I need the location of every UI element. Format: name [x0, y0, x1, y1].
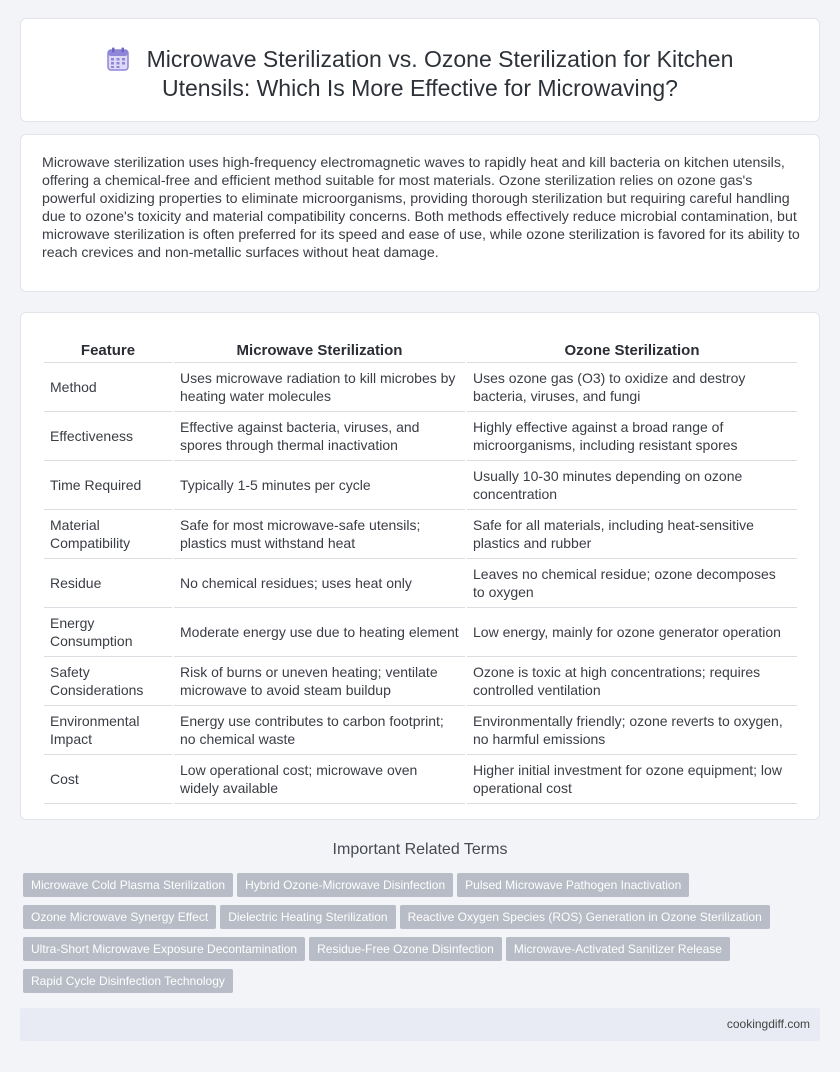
- intro-paragraph: Microwave sterilization uses high-frequency electromagnetic waves to rapidly heat and kill bacteria on kitchen utensils, offering a chemical-free and efficient method suitable for most materials. Ozone sterilization relies on ozone gas's powerful oxidizing properties to eliminate microorganisms, providing thorough sterilization but requiring careful handling due to ozone's toxicity and material compatibility concerns. Both methods effectively reduce microbial contamination, but microwave sterilization is often preferred for its speed and ease of use, while ozone sterilization is favored for its ability to reach crevices and non-metallic surfaces without heat damage.: [42, 155, 800, 261]
- footer-site-link[interactable]: cookingdiff.com: [726, 1017, 810, 1031]
- related-term-tag[interactable]: Microwave Cold Plasma Sterilization: [23, 873, 233, 897]
- related-terms-title: Important Related Terms: [332, 841, 508, 858]
- title-line-2: Utensils: Which Is More Effective for Microwaving?: [162, 75, 678, 101]
- related-term-tag[interactable]: Dielectric Heating Sterilization: [220, 905, 395, 929]
- ozone-cell: Safe for all materials, including heat-sensitive plastics and rubber: [467, 510, 797, 559]
- related-term-tag[interactable]: Hybrid Ozone-Microwave Disinfection: [237, 873, 453, 897]
- microwave-cell: No chemical residues; uses heat only: [174, 559, 465, 608]
- header-feature: Feature: [44, 333, 172, 363]
- related-term-tag[interactable]: Pulsed Microwave Pathogen Inactivation: [457, 873, 689, 897]
- feature-cell: Residue: [44, 559, 172, 608]
- table-row: [44, 461, 797, 510]
- microwave-cell: Low operational cost; microwave oven widely available: [174, 755, 465, 804]
- table-row: [44, 510, 797, 559]
- footer: [20, 1008, 820, 1041]
- microwave-cell: Risk of burns or uneven heating; ventilate microwave to avoid steam buildup: [174, 657, 465, 706]
- microwave-cell: Safe for most microwave-safe utensils; plastics must withstand heat: [174, 510, 465, 559]
- feature-cell: Effectiveness: [44, 412, 172, 461]
- related-term-tag[interactable]: Ultra-Short Microwave Exposure Decontamination: [23, 937, 305, 961]
- calendar-icon: [107, 47, 129, 71]
- ozone-cell: Uses ozone gas (O3) to oxidize and destroy bacteria, viruses, and fungi: [467, 363, 797, 412]
- ozone-cell: Low energy, mainly for ozone generator operation: [467, 608, 797, 657]
- related-terms-list: [23, 873, 783, 1001]
- intro-card: [20, 134, 820, 292]
- microwave-cell: Uses microwave radiation to kill microbes by heating water molecules: [174, 363, 465, 412]
- feature-cell: Time Required: [44, 461, 172, 510]
- related-term-tag[interactable]: Microwave-Activated Sanitizer Release: [506, 937, 730, 961]
- header-microwave: Microwave Sterilization: [174, 333, 465, 363]
- ozone-cell: Environmentally friendly; ozone reverts to oxygen, no harmful emissions: [467, 706, 797, 755]
- microwave-cell: Moderate energy use due to heating element: [174, 608, 465, 657]
- microwave-cell: Energy use contributes to carbon footprint; no chemical waste: [174, 706, 465, 755]
- header-ozone: Ozone Sterilization: [467, 333, 797, 363]
- feature-cell: Energy Consumption: [44, 608, 172, 657]
- microwave-cell: Effective against bacteria, viruses, and spores through thermal inactivation: [174, 412, 465, 461]
- table-row: [44, 363, 797, 412]
- ozone-cell: Highly effective against a broad range of microorganisms, including resistant spores: [467, 412, 797, 461]
- page-title: [21, 45, 819, 103]
- related-term-tag[interactable]: Rapid Cycle Disinfection Technology: [23, 969, 233, 993]
- title-line-1: Microwave Sterilization vs. Ozone Sterilization for Kitchen: [146, 46, 734, 72]
- table-row: [44, 657, 797, 706]
- table-row: [44, 608, 797, 657]
- table-header-row: [44, 333, 797, 363]
- microwave-cell: Typically 1-5 minutes per cycle: [174, 461, 465, 510]
- table-row: [44, 559, 797, 608]
- table-row: [44, 755, 797, 804]
- feature-cell: Safety Considerations: [44, 657, 172, 706]
- ozone-cell: Higher initial investment for ozone equipment; low operational cost: [467, 755, 797, 804]
- ozone-cell: Leaves no chemical residue; ozone decomposes to oxygen: [467, 559, 797, 608]
- related-term-tag[interactable]: Residue-Free Ozone Disinfection: [309, 937, 502, 961]
- ozone-cell: Ozone is toxic at high concentrations; requires controlled ventilation: [467, 657, 797, 706]
- related-term-tag[interactable]: Ozone Microwave Synergy Effect: [23, 905, 216, 929]
- feature-cell: Environmental Impact: [44, 706, 172, 755]
- header-card: [20, 18, 820, 122]
- table-row: [44, 412, 797, 461]
- feature-cell: Method: [44, 363, 172, 412]
- comparison-table: [42, 333, 799, 804]
- feature-cell: Material Compatibility: [44, 510, 172, 559]
- ozone-cell: Usually 10-30 minutes depending on ozone concentration: [467, 461, 797, 510]
- table-row: [44, 706, 797, 755]
- feature-cell: Cost: [44, 755, 172, 804]
- related-term-tag[interactable]: Reactive Oxygen Species (ROS) Generation in Ozone Sterilization: [400, 905, 770, 929]
- comparison-table-card: [20, 312, 820, 820]
